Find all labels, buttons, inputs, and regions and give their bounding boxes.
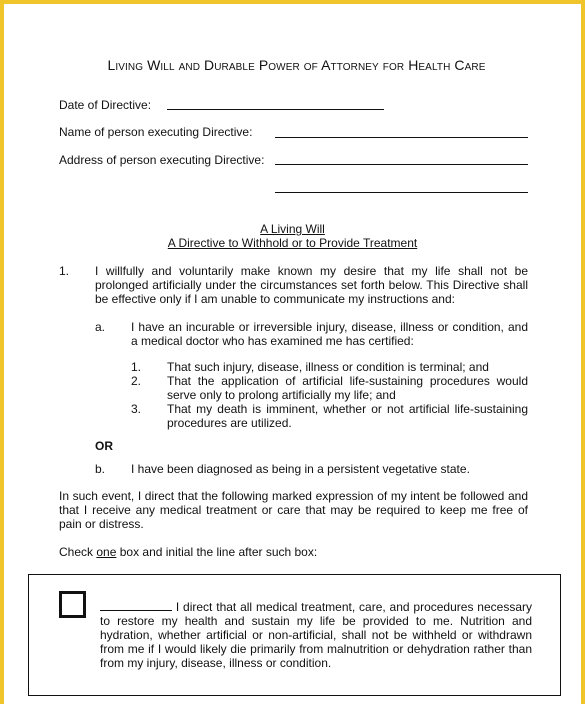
item-a-text: I have an incurable or irreversible injury, disease, illness or condition, and a medical doctor who has examined me has certified:	[131, 320, 528, 348]
name-field[interactable]	[275, 137, 528, 138]
subitem-number: 3.	[131, 402, 142, 416]
section-heading: A Living Will	[260, 222, 325, 236]
item-b-text: I have been diagnosed as being in a persistent vegetative state.	[131, 462, 470, 476]
date-label: Date of Directive:	[59, 98, 152, 112]
section-subheading: A Directive to Withhold or to Provide Treatment	[167, 236, 418, 250]
option-1-checkbox[interactable]	[59, 591, 86, 618]
subitem-number: 1.	[131, 360, 142, 374]
document-title: Living Will and Durable Power of Attorney for Health Care	[107, 57, 486, 73]
subitem-text: That my death is imminent, whether or not artificial life-sustaining procedures are utilized.	[167, 402, 528, 430]
item-1-number: 1.	[59, 264, 70, 278]
name-label: Name of person executing Directive:	[59, 125, 253, 139]
address-field-line-2[interactable]	[275, 192, 528, 193]
document-page	[4, 4, 581, 704]
subitem-number: 2.	[131, 374, 142, 388]
item-b-letter: b.	[95, 462, 106, 476]
date-field[interactable]	[167, 109, 384, 110]
option-box	[28, 574, 561, 696]
intent-paragraph: In such event, I direct that the following marked expression of my intent be followed and that I receive any medical treatment or care that may be required to keep me free of pain or distress.	[59, 489, 528, 531]
or-label: OR	[95, 439, 113, 453]
address-label: Address of person executing Directive:	[59, 153, 265, 167]
option-1-text: I direct that all medical treatment, care, and procedures necessary to restore my health and sustain my life be provided to me. Nutrition and hydration, whether artificial or non-artificial, shall not be withheld or withdrawn from me if I would likely die primarily from malnutrition or dehydration rather than from my injury, disease, illness or condition.	[100, 600, 532, 670]
item-a-letter: a.	[95, 320, 106, 334]
address-field-line-1[interactable]	[275, 164, 528, 165]
item-1-text: I willfully and voluntarily make known my desire that my life shall not be prolonged artificially under the circumstances set forth below. This Directive shall be effective only if I am unable to communicate my instructions and:	[95, 264, 528, 306]
check-instruction: Check one box and initial the line after such box:	[59, 545, 318, 559]
subitem-text: That such injury, disease, illness or condition is terminal; and	[167, 360, 489, 374]
initial-line[interactable]	[100, 600, 172, 611]
subitem-text: That the application of artificial life-sustaining procedures would serve only to prolong artificially my life; and	[167, 374, 528, 402]
